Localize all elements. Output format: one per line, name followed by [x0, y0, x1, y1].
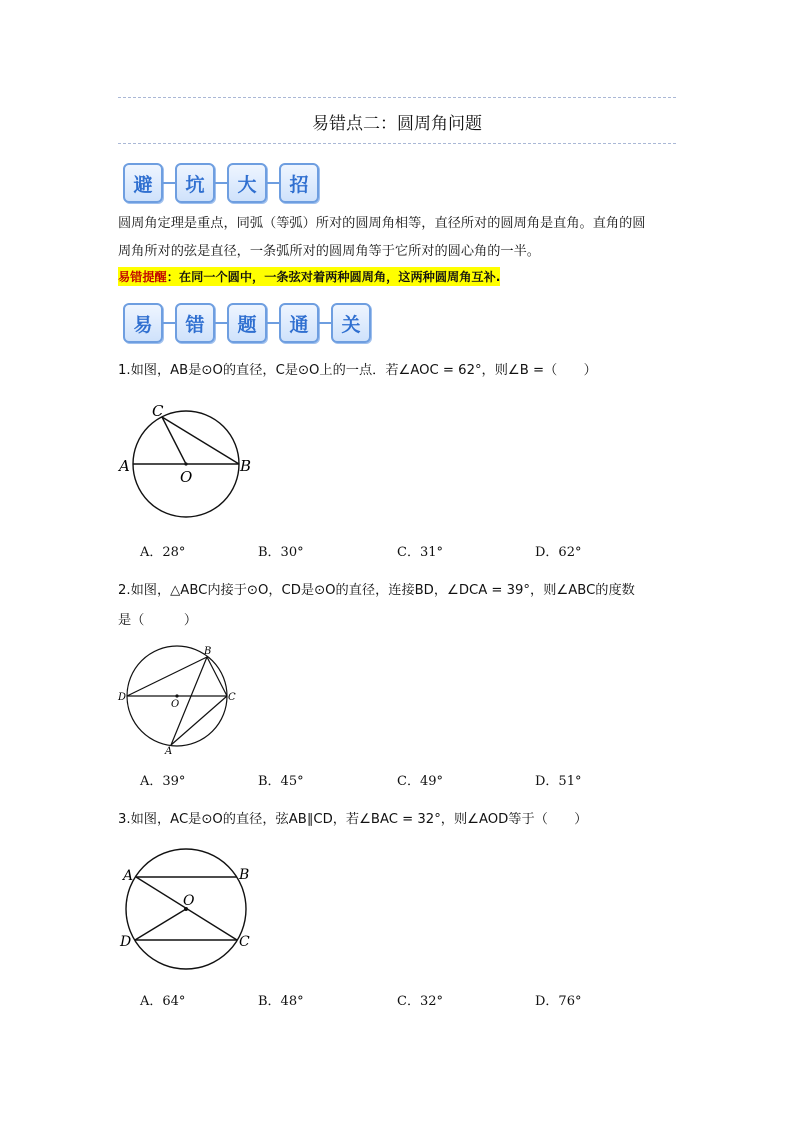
- question-3-figure: [115, 846, 265, 976]
- point-label: B: [239, 867, 250, 883]
- question-3: [118, 805, 680, 835]
- point-label: B: [240, 457, 252, 475]
- banner-tile: 易: [123, 303, 163, 343]
- option-b[interactable]: B．45°: [258, 774, 304, 789]
- point-label: B: [204, 646, 212, 657]
- header-rule-top: [118, 97, 676, 98]
- question-2-figure: [115, 643, 245, 755]
- option-b[interactable]: B．30°: [258, 545, 304, 560]
- question-stem: 如图，AB是⊙O的直径，C是⊙O上的一点．若∠AOC = 62°，则∠B =（ ）: [130, 363, 597, 378]
- tip-text: ：在同一个圆中，一条弦对着两种圆周角，这两种圆周角互补.: [166, 270, 501, 284]
- question-number: 3.: [118, 812, 131, 827]
- banner-tile: 通: [279, 303, 319, 343]
- option-c[interactable]: C．49°: [397, 774, 443, 789]
- banner-tile: 避: [123, 163, 163, 203]
- question-stem-cont: 是（ ）: [118, 613, 198, 628]
- option-d[interactable]: D．62°: [535, 545, 582, 560]
- point-label: C: [152, 402, 164, 420]
- question-1: [118, 356, 680, 386]
- point-label: C: [228, 692, 236, 703]
- question-number: 1.: [118, 363, 131, 378]
- point-label: O: [183, 893, 195, 909]
- page-title: 易错点二：圆周角问题: [312, 114, 482, 134]
- point-label: C: [239, 934, 250, 950]
- question-1-figure: [115, 400, 265, 530]
- option-d[interactable]: D．51°: [535, 774, 582, 789]
- intro-line: 圆周角定理是重点，同弧（等弧）所对的圆周角相等，直径所对的圆周角是直角。直角的圆: [118, 216, 646, 231]
- question-stem: 如图，△ABC内接于⊙O，CD是⊙O的直径，连接BD，∠DCA = 39°，则∠ABC的度数: [130, 583, 635, 598]
- option-b[interactable]: B．48°: [258, 994, 304, 1009]
- point-label: O: [180, 468, 193, 486]
- tip-label: 易错提醒: [118, 270, 167, 284]
- intro-line: 周角所对的弦是直径，一条弧所对的圆周角等于它所对的圆心角的一半。: [118, 244, 540, 259]
- question-2: [118, 576, 680, 636]
- tip-highlight: [118, 267, 500, 286]
- question-number: 2.: [118, 583, 131, 598]
- header-rule-bottom: [118, 143, 676, 144]
- banner-tile: 题: [227, 303, 267, 343]
- point-label: A: [165, 746, 173, 755]
- point-label: A: [119, 457, 130, 475]
- option-d[interactable]: D．76°: [535, 994, 582, 1009]
- banner-tile: 坑: [175, 163, 215, 203]
- point-label: D: [118, 692, 127, 703]
- banner-tile: 大: [227, 163, 267, 203]
- intro-paragraph: [118, 210, 680, 266]
- banner-tile: 招: [279, 163, 319, 203]
- banner-avoid-pitfalls: [123, 163, 319, 203]
- point-label: D: [120, 934, 132, 950]
- point-label: O: [171, 699, 180, 710]
- option-a[interactable]: A．64°: [140, 994, 186, 1009]
- option-a[interactable]: A．28°: [140, 545, 186, 560]
- banner-tile: 关: [331, 303, 371, 343]
- point-label: A: [123, 868, 134, 884]
- option-a[interactable]: A．39°: [140, 774, 186, 789]
- banner-tile: 错: [175, 303, 215, 343]
- option-c[interactable]: C．32°: [397, 994, 443, 1009]
- question-stem: 如图，AC是⊙O的直径，弦AB∥CD，若∠BAC = 32°，则∠AOD等于（ ）: [130, 812, 588, 827]
- banner-error-practice: [123, 303, 371, 343]
- option-c[interactable]: C．31°: [397, 545, 443, 560]
